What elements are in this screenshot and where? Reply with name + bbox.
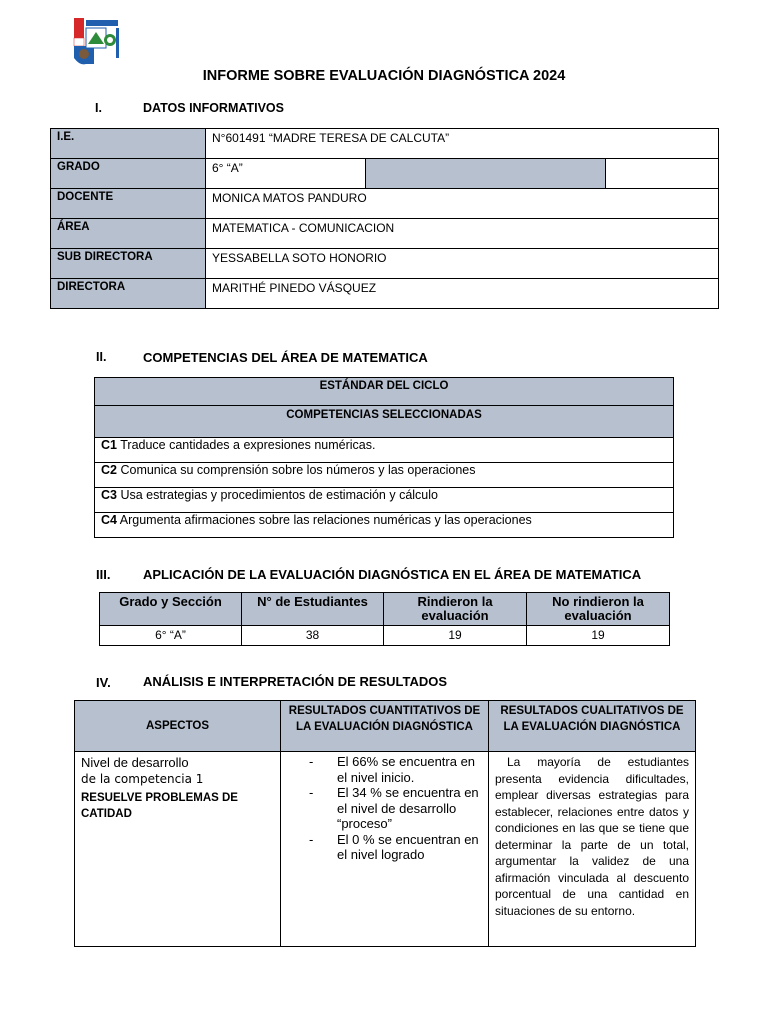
list-item: - El 0 % se encuentran en el nivel logrado (309, 832, 482, 863)
section-2-number: II. (96, 350, 107, 364)
section-1-title: DATOS INFORMATIVOS (143, 101, 284, 115)
table-cell: 6° “A” (100, 626, 242, 646)
column-header: RESULTADOS CUANTITATIVOS DE LA EVALUACIÓN DIAGNÓSTICA (281, 701, 489, 752)
quantitative-cell (281, 752, 489, 947)
section-2-title: COMPETENCIAS DEL ÁREA DE MATEMATICA (143, 350, 428, 365)
row-label: DIRECTORA (51, 279, 206, 309)
table-row (51, 159, 719, 189)
competencia-code: C2 (101, 463, 117, 477)
competencia-item (95, 513, 674, 538)
table-cell: 38 (242, 626, 384, 646)
competencias-header: COMPETENCIAS SELECCIONADAS (95, 406, 674, 438)
column-header: RESULTADOS CUALITATIVOS DE LA EVALUACIÓN DIAGNÓSTICA (489, 701, 696, 752)
table-header-row (100, 593, 670, 626)
competencia-code: C1 (101, 438, 117, 452)
row-value: YESSABELLA SOTO HONORIO (206, 249, 719, 279)
table-row (51, 219, 719, 249)
competencia-code: C4 (101, 513, 117, 527)
datos-informativos-table (50, 128, 719, 309)
table-header-row (75, 701, 696, 752)
aspect-cell (75, 752, 281, 947)
column-header: N° de Estudiantes (242, 593, 384, 626)
table-row (95, 438, 674, 463)
column-header: No rindieron la evaluación (527, 593, 670, 626)
row-label: GRADO (51, 159, 206, 189)
resultados-table (74, 700, 696, 947)
section-3-number: III. (96, 567, 111, 582)
competencias-table (94, 377, 674, 538)
row-label: DOCENTE (51, 189, 206, 219)
aplicacion-table (99, 592, 670, 646)
competencia-text: Usa estrategias y procedimientos de estimación y cálculo (120, 488, 438, 502)
qualitative-cell (489, 752, 696, 947)
competencia-text: Traduce cantidades a expresiones numéricas. (120, 438, 376, 452)
quantitative-list (287, 754, 482, 863)
section-4-title: ANÁLISIS E INTERPRETACIÓN DE RESULTADOS (143, 674, 448, 689)
table-cell: 19 (384, 626, 527, 646)
table-row (51, 129, 719, 159)
table-row (95, 513, 674, 538)
table-row (51, 279, 719, 309)
section-3-title: APLICACIÓN DE LA EVALUACIÓN DIAGNÓSTICA EN EL ÁREA DE MATEMATICA (143, 567, 642, 582)
school-logo (72, 18, 120, 66)
row-value: 6° “A” (206, 159, 366, 189)
competencia-text: Comunica su comprensión sobre los números y las operaciones (120, 463, 476, 477)
competencia-code: C3 (101, 488, 117, 502)
list-item: - El 66% se encuentra en el nivel inicio. (309, 754, 482, 785)
column-header: Rindieron la evaluación (384, 593, 527, 626)
table-row (51, 249, 719, 279)
table-row (95, 463, 674, 488)
competencia-item (95, 438, 674, 463)
section-4-number: IV. (96, 675, 111, 690)
competencia-text: Argumenta afirmaciones sobre las relaciones numéricas y las operaciones (119, 513, 532, 527)
column-header: ASPECTOS (75, 701, 281, 752)
document-title: INFORME SOBRE EVALUACIÓN DIAGNÓSTICA 2024 (202, 68, 566, 84)
competencia-item (95, 488, 674, 513)
row-value: MARITHÉ PINEDO VÁSQUEZ (206, 279, 719, 309)
table-cell: 19 (527, 626, 670, 646)
row-value: N°601491 “MADRE TERESA DE CALCUTA” (206, 129, 719, 159)
empty-shaded-cell (366, 159, 606, 189)
empty-cell (606, 159, 719, 189)
row-label: SUB DIRECTORA (51, 249, 206, 279)
row-value: MATEMATICA - COMUNICACION (206, 219, 719, 249)
qualitative-text: La mayoría de estudiantes presenta evidencia dificultades, emplear diversas estrategias para establecer, relaciones entre datos y condiciones en las que se tiene que determinar la parte de un total, argumentar la validez de una afirmación vinculada al descuento porcentual de una cantidad en situaciones de su entorno. (495, 755, 689, 918)
table-row (75, 752, 696, 947)
section-1-number: I. (95, 101, 102, 115)
table-row (100, 626, 670, 646)
row-label: ÁREA (51, 219, 206, 249)
aspect-line: de la competencia 1 (81, 772, 204, 786)
competencia-item (95, 463, 674, 488)
list-item: - El 34 % se encuentra en el nivel de desarrollo “proceso” (309, 785, 482, 832)
row-value: MONICA MATOS PANDURO (206, 189, 719, 219)
table-row (51, 189, 719, 219)
column-header: Grado y Sección (100, 593, 242, 626)
aspect-line: Nivel de desarrollo (81, 755, 189, 770)
aspect-competencia: RESUELVE PROBLEMAS DE CATIDAD (81, 792, 238, 820)
estandar-header: ESTÁNDAR DEL CICLO (95, 378, 674, 406)
table-row (95, 488, 674, 513)
row-label: I.E. (51, 129, 206, 159)
